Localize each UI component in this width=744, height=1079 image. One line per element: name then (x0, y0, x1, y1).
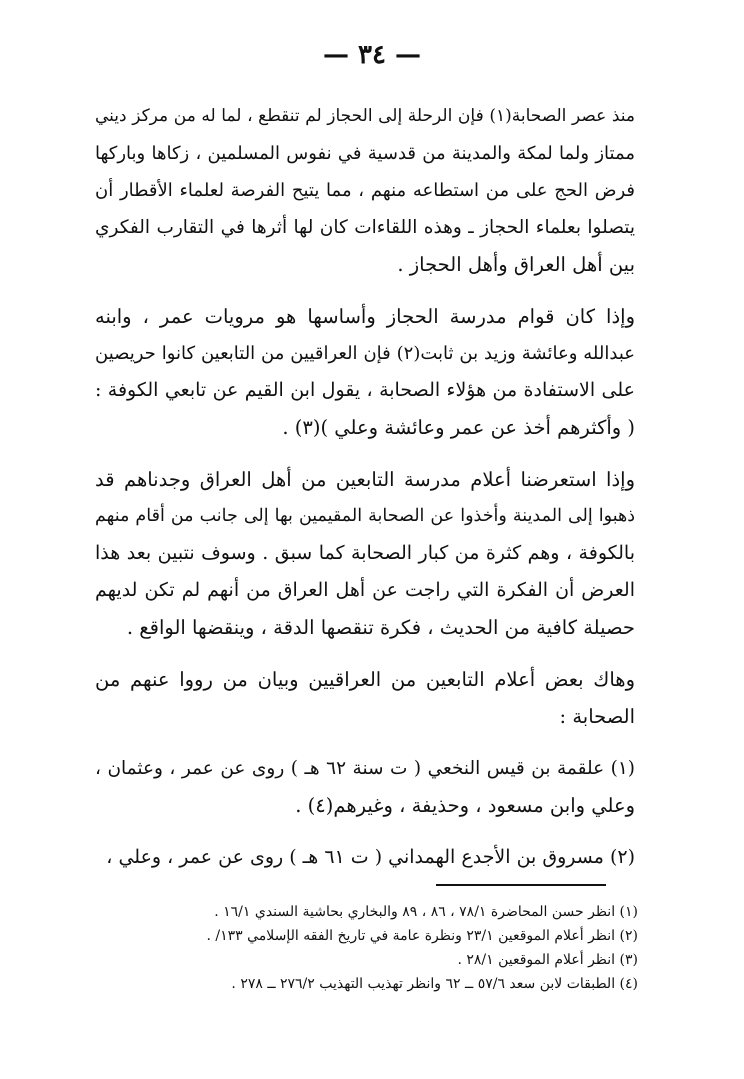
text-line-6: وإذا كان قوام مدرسة الحجاز وأساسها هو مرويات عمر ، وابنه (95, 305, 635, 328)
page-number: — ٣٤ — (322, 40, 422, 70)
text-line-10: وإذا استعرضنا أعلام مدرسة التابعين من أهل العراق وجدناهم قد (95, 468, 635, 491)
text-line-1: منذ عصر الصحابة(١) فإن الرحلة إلى الحجاز لم تنقطع ، لما له من مركز ديني (95, 106, 636, 126)
text-line-14: حصيلة كافية من الحديث ، فكرة تنقصها الدقة ، وينقضها الواقع . (126, 616, 635, 639)
paragraph-gap (95, 646, 635, 661)
footnotes (90, 900, 638, 996)
text-line-16: الصحابة : (559, 705, 635, 728)
text-line-12: بالكوفة ، وهم كثرة من كبار الصحابة كما سبق . وسوف نتبين بعد هذا (95, 542, 635, 564)
text-line-17: (١) علقمة بن قيس النخعي ( ت سنة ٦٢ هـ ) روى عن عمر ، وعثمان ، (95, 758, 635, 779)
text-line-15: وهاك بعض أعلام التابعين من العراقيين وبيان من رووا عنهم من (95, 668, 635, 691)
text-line-11: ذهبوا إلى المدينة وأخذوا عن الصحابة المقيمين بها إلى جانب من أقام منهم (95, 506, 635, 526)
footnote-1: (١) انظر حسن المحاضرة ٧٨/١ ، ٨٦ ، ٨٩ والبخاري بحاشية السندي ١٦/١ . (214, 904, 638, 920)
paragraph-gap (95, 824, 635, 839)
body-text (95, 98, 635, 876)
footnote-4: (٤) الطبقات لابن سعد ٥٧/٦ ــ ٦٢ وانظر تهذيب التهذيب ٢٧٦/٢ ــ ٢٧٨ . (231, 976, 638, 992)
footnote-2: (٢) انظر أعلام الموقعين ٢٣/١ ونظرة عامة في تاريخ الفقه الإسلامي ١٣٣/ . (206, 928, 638, 944)
text-line-3: فرض الحج على من استطاعه منهم ، مما يتيح الفرصة لعلماء الأقطار أن (95, 180, 635, 201)
text-line-8: على الاستفادة من هؤلاء الصحابة ، يقول ابن القيم عن تابعي الكوفة : (95, 379, 635, 401)
text-line-4: يتصلوا بعلماء الحجاز ـ وهذه اللقاءات كان لها أثرها في التقارب الفكري (95, 217, 635, 238)
footnote-3: (٣) انظر أعلام الموقعين ٢٨/١ . (457, 952, 638, 968)
text-line-9: ( وأكثرهم أخذ عن عمر وعائشة وعلي )(٣) . (282, 416, 635, 439)
paragraph-gap (95, 735, 635, 750)
paragraph-gap (95, 446, 635, 461)
text-line-2: ممتاز ولما لمكة والمدينة من قدسية في نفوس المسلمين ، زكاها وباركها (95, 143, 635, 164)
text-line-18: وعلي وابن مسعود ، وحذيفة ، وغيرهم(٤) . (295, 794, 635, 817)
text-line-13: العرض أن الفكرة التي راجت عن أهل العراق من أنهم لم تكن لديهم (95, 579, 635, 601)
text-line-19: (٢) مسروق بن الأجدع الهمداني ( ت ٦١ هـ ) روى عن عمر ، وعلي ، (106, 846, 635, 868)
text-line-7: عبدالله وعائشة وزيد بن ثابت(٢) فإن العراقيين من التابعين كانوا حريصين (95, 343, 635, 364)
paragraph-gap (95, 283, 635, 298)
text-line-5: بين أهل العراق وأهل الحجاز . (397, 253, 635, 276)
footnote-separator (436, 884, 606, 886)
